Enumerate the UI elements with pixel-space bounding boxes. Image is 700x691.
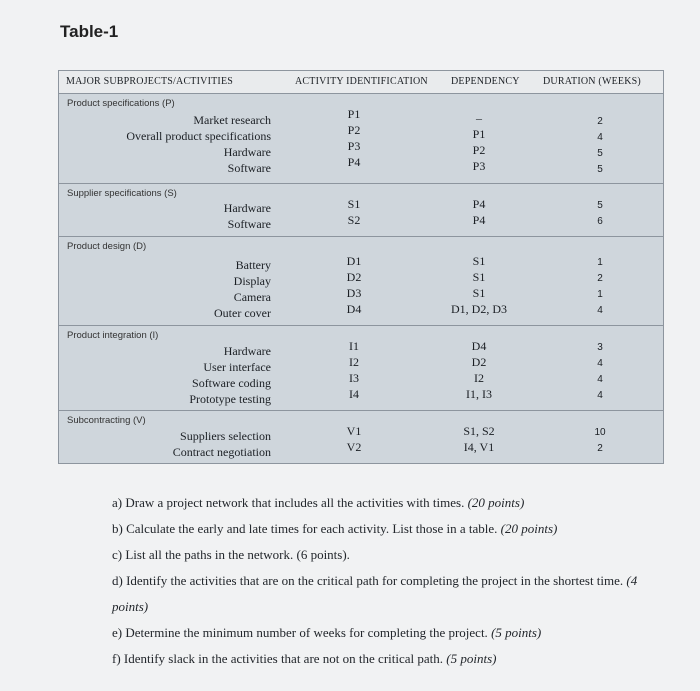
activity-duration: 6 (597, 216, 603, 227)
question-item: c) List all the paths in the network. (6 points). (112, 547, 350, 562)
activity-name: Overall product specifications (126, 129, 271, 143)
activity-names (126, 112, 271, 176)
activity-duration: 4 (597, 374, 603, 385)
activity-durations (585, 114, 615, 178)
activity-id: S1 (347, 197, 361, 211)
activity-duration: 3 (597, 342, 603, 353)
activity-dependencies (449, 110, 509, 174)
activity-dependency: S1 (472, 254, 486, 268)
section-product-specifications (59, 94, 663, 184)
activity-ids (339, 106, 369, 170)
activity-table (58, 70, 664, 464)
activity-duration: 1 (597, 257, 603, 268)
activity-dependency: S1, S2 (463, 424, 495, 438)
activity-durations (585, 340, 615, 404)
activity-id: D2 (346, 270, 362, 284)
activity-dependency: P3 (472, 159, 486, 173)
question-item: f) Identify slack in the activities that are not on the critical path. (5 points) (112, 651, 497, 666)
activity-name: Prototype testing (189, 392, 271, 406)
activity-name: Battery (235, 258, 271, 272)
activity-duration: 2 (597, 273, 603, 284)
activity-dependency: P4 (472, 197, 486, 211)
activity-id: I3 (349, 371, 359, 385)
activity-duration: 4 (597, 132, 603, 143)
activity-durations (585, 198, 615, 230)
activity-id: D1 (346, 254, 362, 268)
section-product-design (59, 237, 663, 326)
activity-name: Software (227, 161, 271, 175)
activity-dependency: P2 (472, 143, 486, 157)
question-item: d) Identify the activities that are on the critical path for completing the project in the shortest time. (4 points) (112, 573, 638, 614)
activity-name: Suppliers selection (180, 429, 271, 443)
activity-id: P2 (347, 123, 361, 137)
activity-durations (585, 255, 615, 319)
activity-dependency: D2 (471, 355, 487, 369)
question-item: e) Determine the minimum number of weeks for completing the project. (5 points) (112, 625, 542, 640)
header-activities: MAJOR SUBPROJECTS/ACTIVITIES (66, 76, 234, 87)
activity-duration: 4 (597, 358, 603, 369)
activity-ids (339, 196, 369, 228)
activity-ids (339, 253, 369, 317)
activity-dependencies (449, 196, 509, 228)
activity-duration: 10 (594, 427, 606, 438)
activity-name: Hardware (223, 344, 271, 358)
activity-duration: 4 (597, 305, 603, 316)
activity-dependency: D4 (471, 339, 487, 353)
activity-ids (339, 338, 369, 402)
activity-dependency: I4, V1 (463, 440, 495, 454)
activity-id: P3 (347, 139, 361, 153)
activity-ids (339, 423, 369, 455)
section-title: Product design (D) (67, 241, 147, 252)
question-item: a) Draw a project network that includes all the activities with times. (20 points) (112, 495, 525, 510)
header-id: ACTIVITY IDENTIFICATION (295, 76, 428, 87)
activity-id: S2 (347, 213, 361, 227)
activity-duration: 2 (597, 116, 603, 127)
question-item: b) Calculate the early and late times for each activity. List those in a table. (20 points) (112, 521, 558, 536)
activity-duration: 5 (597, 200, 603, 211)
activity-name: Display (233, 274, 271, 288)
activity-names (224, 200, 271, 232)
section-subcontracting (59, 411, 663, 463)
section-title: Product specifications (P) (67, 98, 175, 109)
activity-name: Market research (193, 113, 271, 127)
activity-names (189, 343, 271, 407)
section-title: Supplier specifications (S) (67, 188, 177, 199)
question-list (112, 490, 652, 672)
activity-id: I4 (349, 387, 359, 401)
activity-duration: 2 (597, 443, 603, 454)
table-header (59, 71, 663, 94)
activity-dependency: I1, I3 (466, 387, 492, 401)
activity-dependency: D1, D2, D3 (451, 302, 507, 316)
header-duration: DURATION (WEEKS) (543, 76, 641, 87)
header-dependency: DEPENDENCY (451, 76, 520, 87)
activity-duration: 5 (597, 148, 603, 159)
activity-dependency: – (476, 111, 482, 125)
section-title: Subcontracting (V) (67, 415, 146, 426)
activity-name: Outer cover (214, 306, 271, 320)
activity-id: P4 (347, 155, 361, 169)
section-product-integration (59, 326, 663, 411)
activity-dependency: S1 (472, 286, 486, 300)
page-title: Table-1 (60, 22, 119, 41)
activity-name: Hardware (223, 201, 271, 215)
activity-duration: 5 (597, 164, 603, 175)
activity-durations (585, 425, 615, 457)
activity-name: Software coding (192, 376, 271, 390)
activity-id: P1 (347, 107, 361, 121)
section-supplier-specifications (59, 184, 663, 237)
activity-duration: 1 (597, 289, 603, 300)
activity-id: D4 (346, 302, 362, 316)
activity-dependency: I2 (474, 371, 484, 385)
activity-id: I2 (349, 355, 359, 369)
activity-id: D3 (346, 286, 362, 300)
activity-dependency: P4 (472, 213, 486, 227)
activity-name: User interface (203, 360, 271, 374)
activity-id: V2 (346, 440, 362, 454)
activity-name: Hardware (223, 145, 271, 159)
activity-name: Software (227, 217, 271, 231)
activity-id: V1 (346, 424, 362, 438)
activity-dependencies (449, 253, 509, 317)
activity-dependency: P1 (472, 127, 486, 141)
activity-id: I1 (349, 339, 359, 353)
activity-dependencies (449, 338, 509, 402)
section-title: Product integration (I) (67, 330, 159, 341)
activity-duration: 4 (597, 390, 603, 401)
activity-dependencies (449, 423, 509, 455)
activity-name: Camera (233, 290, 271, 304)
activity-names (214, 257, 271, 321)
activity-dependency: S1 (472, 270, 486, 284)
activity-name: Contract negotiation (172, 445, 271, 459)
activity-names (173, 428, 271, 460)
